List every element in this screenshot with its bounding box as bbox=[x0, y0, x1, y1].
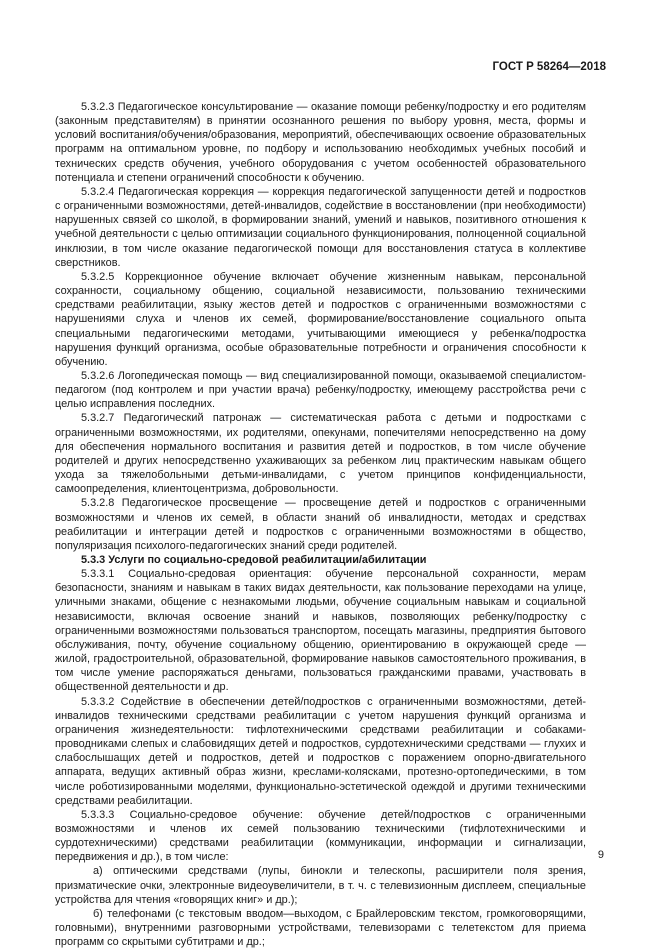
list-item-a: а) оптическими средствами (лупы, бинокли и телескопы, расширители поля зрения, призматические очки, электронные видеоувеличители, в т. ч. с телевизионным дисплеем, специальные устройства для чтения «говорящих книг» и др.); bbox=[55, 865, 586, 906]
list-item-b: б) телефонами (с текстовым вводом—выходом, с Брайлеровским текстом, громкоговорящими, головными), внутренними разговорными устройствами, телевизорами с телетекстом для приема программ со скрытыми субтитрами и др.; bbox=[55, 907, 586, 949]
section-heading-5-3-3: 5.3.3 Услуги по социально-средовой реабилитации/абилитации bbox=[81, 554, 427, 566]
paragraph-5-3-2-7: 5.3.2.7 Педагогический патронаж — систематическая работа с детьми и подростками с ограниченными возможностями, их родителями, опекунами, попечителями непосредственно на дому для обеспечения нормального воспитания и развития детей и подростков, в том числе обучение родителей и других непосредственно ухаживающих за ребенком лиц практическим навыкам общего ухода за тяжелобольными детьми-инвалидами, с учетом принципов конфиденциальности, самоопределения, клиентоцентризма, добровольности. bbox=[55, 412, 586, 496]
paragraph-5-3-2-6: 5.3.2.6 Логопедическая помощь — вид специализированной помощи, оказываемой специалистом-педагогом (под контролем и при участии врача) ребенку/подростку, имеющему расстройства речи с целью исправления последних. bbox=[55, 369, 586, 411]
document-code-header: ГОСТ Р 58264—2018 bbox=[492, 61, 606, 73]
paragraph-5-3-3-1: 5.3.3.1 Социально-средовая ориентация: обучение персональной сохранности, мерам безопасности, знаниям и навыкам в таких видах деятельности, как пользование переходами на улице, уличными знаками, общение с незнакомыми людьми, обучение социальным навыкам и социальной независимости, включая освоение знаний и навыков, позволяющих ребенку/подростку с ограниченными возможностями пользоваться транспортом, посещать магазины, предприятия бытового обслуживания, почту, обучение социальному общению, ориентированию в окружающей среде — жилой, градостроительной, образовательной, формирование навыков самостоятельного проживания, в том числе умение распоряжаться деньгами, пользоваться гражданскими правами, участвовать в общественной деятельности и др. bbox=[55, 568, 586, 694]
page-number: 9 bbox=[597, 849, 604, 861]
paragraph-5-3-2-4: 5.3.2.4 Педагогическая коррекция — коррекция педагогической запущенности детей и подростков с ограниченными возможностями, детей-инвалидов, содействие в восстановлении (при необходимости) нарушенных связей со школой, в формировании знаний, умений и навыков, позитивного отношения к учебной деятельности с целью оптимизации социального функционирования, полноценной социальной инклюзии, в том числе оказание педагогической помощи для восстановления статуса в коллективе сверстников. bbox=[55, 185, 586, 269]
paragraph-5-3-3-2: 5.3.3.2 Содействие в обеспечении детей/подростков с ограниченными возможностями, детей-инвалидов техническими средствами реабилитации с учетом нарушения функций организма и ограничения жизнедеятельности: тифлотехническими средствами реабилитации и собаками-проводниками слепых и слабовидящих детей и подростков, сурдотехническими средствами — глухих и слабослышащих детей и подростков, детей и подростков с поражением опорно-двигательного аппарата, ведущих активный образ жизни, креслами-колясками, протезно-ортопедическими, в том числе роботизированными моделями, функционально-эстетической одеждой и другими техническими средствами реабилитации. bbox=[55, 695, 586, 807]
paragraph-5-3-2-5: 5.3.2.5 Коррекционное обучение включает обучение жизненным навыкам, персональной сохранности, социальному общению, социальной независимости, пользованию техническими средствами реабилитации, языку жестов детей и подростков с ограниченными возможностями с нарушениями слуха и членов их семей, формирование/восстановление социального опыта специальными педагогическими методами, учитывающими имеющиеся у ребенка/подростка нарушения функций организма, особые образовательные потребности и ограничения способности к обучению. bbox=[55, 270, 586, 368]
document-body bbox=[55, 100, 586, 949]
paragraph-5-3-2-3: 5.3.2.3 Педагогическое консультирование — оказание помощи ребенку/подростку и его родителям (законным представителям) в принятии осознанного решения по выбору уровня, места, формы и условий воспитания/обучения/образования, мероприятий, обеспечивающих освоение образовательных программ на оптимальном уровне, по подбору и использованию необходимых учебных пособий и технических средств обучения, учебного оборудования с учетом особенностей образовательного потенциала и степени ограничений способности к обучению. bbox=[55, 101, 586, 184]
paragraph-5-3-3-3: 5.3.3.3 Социально-средовое обучение: обучение детей/подростков с ограниченными возможностями и членов их семей пользованию техническими (тифлотехническими и сурдотехническими) средствами реабилитации (коммуникации, информации и сигнализации, передвижения и др.), в том числе: bbox=[55, 808, 586, 864]
paragraph-5-3-2-8: 5.3.2.8 Педагогическое просвещение — просвещение детей и подростков с ограниченными возможностями и членов их семей, в области знаний об инвалидности, методах и средствах реабилитации и интеграции детей и подростков с ограниченными возможностями в общество, популяризация психолого-педагогических знаний среди родителей. bbox=[55, 497, 586, 552]
